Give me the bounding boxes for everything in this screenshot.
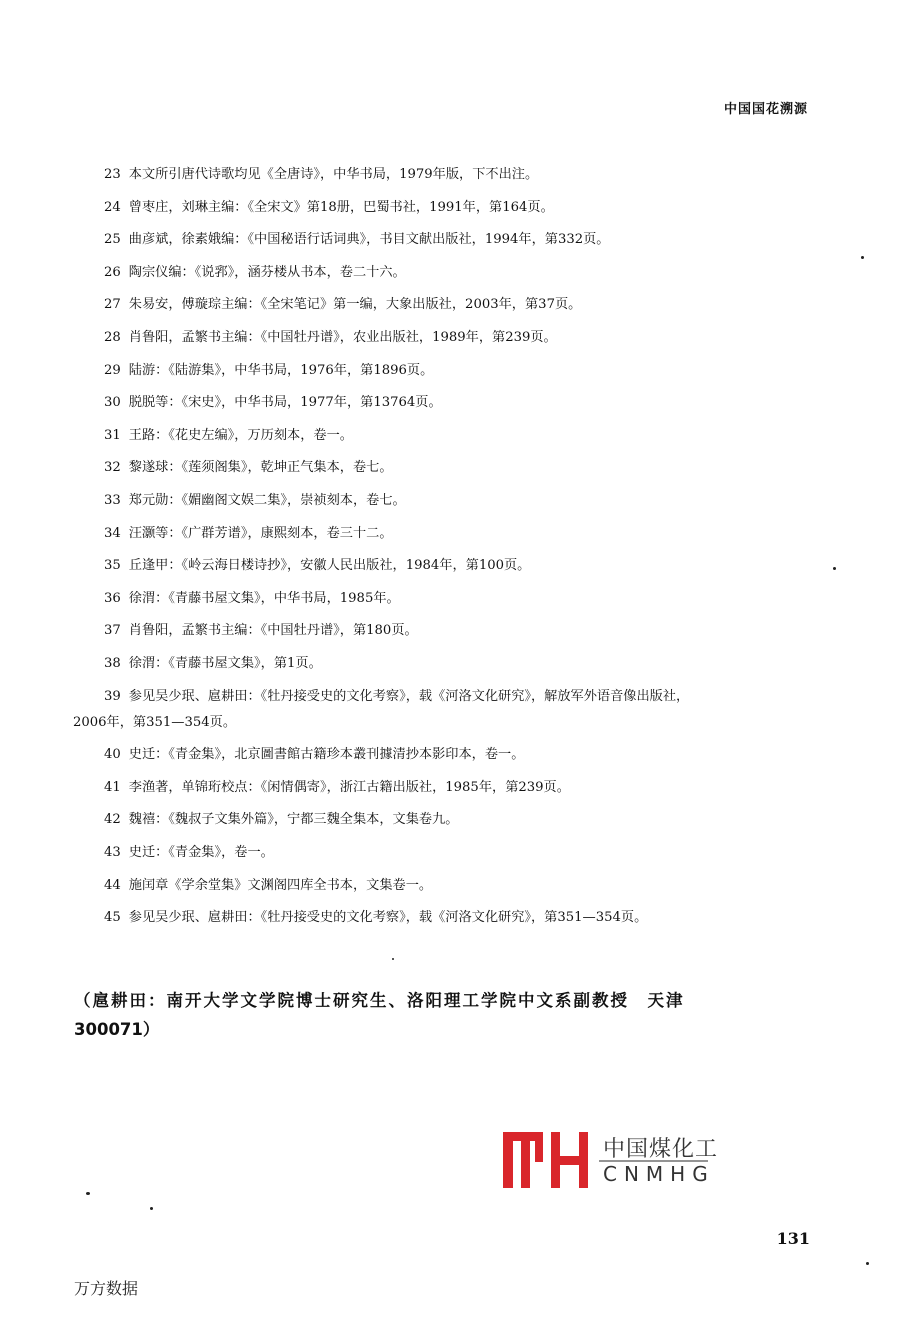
endnote-item: [104, 426, 814, 446]
endnote-number: 30: [104, 395, 121, 411]
endnote-item: [104, 295, 814, 315]
endnote-number: 44: [104, 877, 121, 893]
endnote-item: [104, 165, 814, 185]
endnote-text: 陶宗仪编：《说郛》，涵芬楼从书本，卷二十六。: [128, 264, 406, 280]
endnote-number: 39: [104, 688, 121, 704]
endnote-number: 29: [104, 362, 121, 378]
endnote-text: 李渔著，单锦珩校点：《闲情偶寄》，浙江古籍出版社，1985年，第239页。: [128, 779, 570, 795]
endnote-item: [104, 556, 814, 576]
endnote-text: 丘逢甲：《岭云海日楼诗抄》，安徽人民出版社，1984年，第100页。: [128, 558, 531, 574]
endnote-item: [104, 458, 814, 478]
endnote-text: 朱易安，傅璇琮主编：《全宋笔记》第一编，大象出版社，2003年，第37页。: [128, 297, 582, 313]
endnote-number: 32: [104, 460, 121, 476]
endnote-item: [104, 393, 814, 413]
endnote-number: 23: [104, 167, 121, 182]
endnote-item: [104, 810, 814, 830]
endnote-text: 脱脱等：《宋史》，中华书局，1977年，第13764页。: [128, 395, 442, 411]
endnote-number: 31: [104, 427, 121, 443]
endnote-text: 陆游：《陆游集》，中华书局，1976年，第1896页。: [128, 362, 434, 378]
endnote-text: 王路：《花史左编》，万历刻本，卷一。: [128, 427, 353, 443]
endnote-number: 37: [104, 623, 121, 639]
endnote-item: [104, 745, 814, 765]
endnote-number: 42: [104, 812, 121, 828]
page-number: 131: [776, 1229, 810, 1248]
endnote-text: 肖鲁阳，孟繁书主编：《中国牡丹谱》，农业出版社，1989年，第239页。: [128, 330, 557, 345]
endnote-number: 25: [104, 232, 121, 248]
endnote-item: [104, 621, 814, 641]
endnote-number: 45: [104, 910, 121, 926]
endnote-text: 曾枣庄，刘琳主编：《全宋文》第18册，巴蜀书社，1991年，第164页。: [128, 199, 554, 215]
scan-speck: [833, 567, 836, 570]
endnote-number: 38: [104, 656, 121, 671]
author-affiliation: [74, 986, 814, 1044]
endnote-number: 36: [104, 590, 121, 606]
endnote-text: 史迁：《青金集》，卷一。: [128, 845, 274, 860]
endnote-number: 27: [104, 297, 121, 313]
scan-speck: [392, 958, 394, 960]
endnote-text: 徐渭：《青藤书屋文集》，第1页。: [128, 656, 322, 671]
endnote-text: 黎遂球：《莲须阁集》，乾坤正气集本，卷七。: [128, 460, 393, 476]
endnote-number: 24: [104, 199, 121, 215]
endnote-text: 本文所引唐代诗歌均见《全唐诗》，中华书局，1979年版，下不出注。: [128, 167, 539, 182]
endnote-item: [104, 654, 814, 674]
endnote-item: [104, 361, 814, 381]
endnote-number: 34: [104, 525, 121, 541]
endnote-text: 参见吴少珉、扈耕田：《牡丹接受史的文化考察》，载《河洛文化研究》，解放军外语音像出版社，: [128, 688, 690, 704]
endnote-number: 41: [104, 779, 121, 795]
endnote-item: [104, 778, 814, 798]
endnote-item: [104, 843, 814, 863]
endnote-item: [104, 876, 814, 896]
endnote-text: 施闰章《学余堂集》文渊阁四库全书本，文集卷一。: [128, 877, 433, 893]
endnote-text: 汪灏等：《广群芳谱》，康熙刻本，卷三十二。: [128, 525, 393, 541]
endnote-item: [104, 524, 814, 544]
endnote-item: [104, 589, 814, 609]
scan-speck: [866, 1262, 869, 1265]
author-affiliation-line-2: 300071）: [74, 1020, 160, 1039]
author-affiliation-line-1: （扈耕田：南开大学文学院博士研究生、洛阳理工学院中文系副教授 天津: [74, 991, 685, 1010]
endnote-number: 35: [104, 558, 121, 574]
endnote-number: 28: [104, 330, 121, 345]
endnote-text-continuation: 2006年，第351—354页。: [73, 714, 237, 730]
endnote-item: [104, 263, 814, 283]
endnote-item: [73, 687, 814, 733]
source-footer: 万方数据: [74, 1279, 139, 1298]
scan-speck: [150, 1207, 153, 1210]
endnote-text: 参见吴少珉、扈耕田：《牡丹接受史的文化考察》，载《河洛文化研究》，第351—354页。: [128, 910, 648, 926]
endnote-item: [104, 491, 814, 511]
running-header: 中国国花溯源: [723, 102, 808, 117]
endnote-text: 史迁：《青金集》，北京圖書館古籍珍本叢刊據清抄本影印本，卷一。: [128, 747, 525, 763]
endnote-text: 徐渭：《青藤书屋文集》，中华书局，1985年。: [128, 590, 400, 606]
logo-english-name: CNMHG: [603, 1162, 715, 1186]
scan-speck: [86, 1192, 90, 1195]
scan-speck: [861, 256, 864, 259]
endnote-text: 郑元勋：《媚幽阁文娱二集》，崇祯刻本，卷七。: [128, 493, 406, 508]
endnote-number: 43: [104, 845, 121, 860]
endnote-number: 40: [104, 747, 121, 763]
endnote-text: 肖鲁阳，孟繁书主编：《中国牡丹谱》，第180页。: [128, 623, 418, 639]
endnote-number: 33: [104, 493, 121, 508]
logo-chinese-name: 中国煤化工: [603, 1137, 719, 1162]
endnote-text: 曲彦斌，徐素娥编：《中国秘语行话词典》，书目文献出版社，1994年，第332页。: [128, 232, 610, 248]
endnote-item: [104, 230, 814, 250]
endnote-number: 26: [104, 264, 121, 280]
endnote-item: [104, 328, 814, 348]
endnote-text: 魏禧：《魏叔子文集外篇》，宁都三魏全集本，文集卷九。: [128, 812, 459, 828]
endnote-item: [104, 198, 814, 218]
endnote-item: [104, 908, 814, 928]
